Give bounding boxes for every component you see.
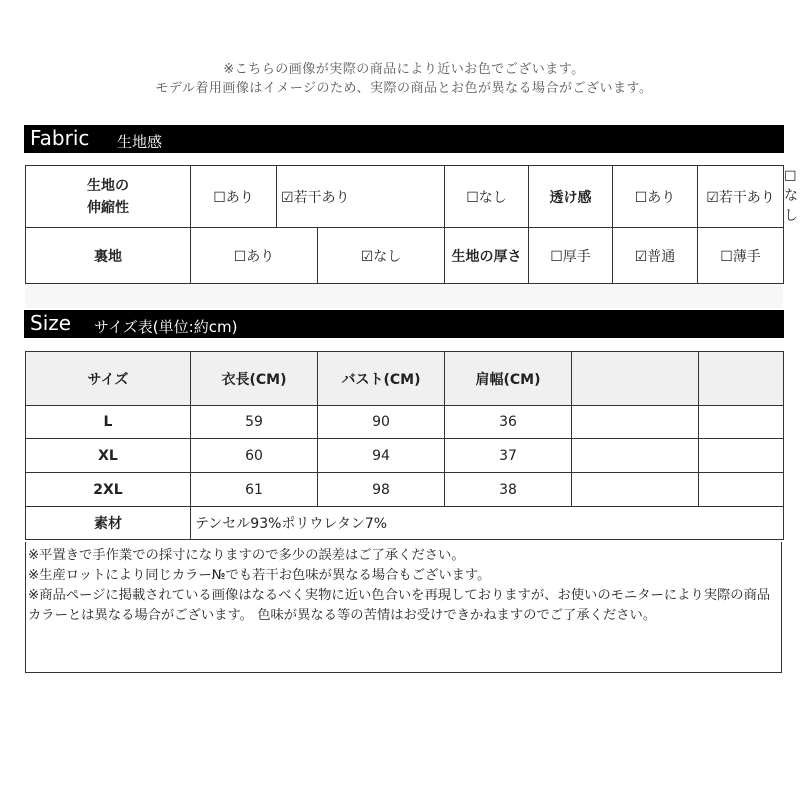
bust-cell: 90 <box>318 406 445 439</box>
note-item: ※生産ロットにより同じカラー№でも若干お色味が異なる場合もございます。 <box>28 568 491 583</box>
fabric-header-bar <box>24 125 784 153</box>
empty-cell <box>699 473 784 507</box>
table-row <box>26 439 784 473</box>
table-row <box>26 406 784 439</box>
empty-cell <box>572 473 699 507</box>
shoulder-cell: 36 <box>445 406 572 439</box>
stretch-option-yes: ☐あり <box>191 166 277 228</box>
sheer-label: 透け感 <box>529 166 613 228</box>
section-spacer <box>25 284 783 308</box>
thickness-option-normal: ☑普通 <box>613 228 698 284</box>
notice-line-1: ※こちらの画像が実際の商品により近いお色でございます。 <box>223 62 585 77</box>
size-header-size: サイズ <box>26 352 191 406</box>
shoulder-cell: 37 <box>445 439 572 473</box>
thickness-option-thin: ☐薄手 <box>698 228 784 284</box>
size-header-bust: バスト(CM) <box>318 352 445 406</box>
size-header-empty-2 <box>699 352 784 406</box>
fabric-title-jp: 生地感 <box>117 133 163 151</box>
stretch-option-slight-text: ☑若干あり <box>281 189 350 206</box>
size-title-en: Size <box>30 311 72 335</box>
size-header-empty-1 <box>572 352 699 406</box>
length-cell: 61 <box>191 473 318 507</box>
size-cell: L <box>26 406 191 439</box>
lining-label: 裏地 <box>26 228 191 284</box>
thickness-option-thick: ☐厚手 <box>529 228 613 284</box>
shoulder-cell: 38 <box>445 473 572 507</box>
length-cell: 59 <box>191 406 318 439</box>
bust-cell: 98 <box>318 473 445 507</box>
size-cell: 2XL <box>26 473 191 507</box>
length-cell: 60 <box>191 439 318 473</box>
fabric-table: 生地の 伸縮性 ☐あり ☑若干あり ☐なし 透け感 ☐あり ☑若干あり ☐なし <box>25 165 784 228</box>
empty-cell <box>572 439 699 473</box>
size-cell: XL <box>26 439 191 473</box>
size-table <box>25 351 784 540</box>
thickness-label: 生地の厚さ <box>445 228 529 284</box>
size-header-shoulder: 肩幅(CM) <box>445 352 572 406</box>
empty-cell <box>699 406 784 439</box>
sheer-option-slight: ☑若干あり <box>698 166 784 228</box>
note-item: ※平置きで手作業での採寸になりますので多少の誤差はご了承ください。 <box>28 548 465 563</box>
size-header-bar <box>24 310 784 338</box>
bust-cell: 94 <box>318 439 445 473</box>
sheer-option-yes: ☐あり <box>613 166 698 228</box>
material-value: テンセル93%ポリウレタン7% <box>191 507 784 540</box>
lining-option-yes: ☐あり <box>191 228 318 284</box>
note-item: ※商品ページに掲載されている画像はなるべく実物に近い色合いを再現しておりますが、お使いのモニターにより実際の商品カラーとは異なる場合がございます。 色味が異なる等の苦情はお受けできかねますのでご了承ください。 <box>28 588 771 623</box>
material-label: 素材 <box>26 507 191 540</box>
stretch-option-slight <box>277 166 445 228</box>
fabric-table-row2 <box>25 227 784 284</box>
material-row <box>26 507 784 540</box>
fabric-title-en: Fabric <box>30 126 90 150</box>
size-title-jp: サイズ表(単位:約cm) <box>94 318 238 336</box>
stretch-option-no: ☐なし <box>445 166 529 228</box>
notes-box <box>25 542 782 673</box>
lining-option-no: ☑なし <box>318 228 445 284</box>
stretch-label: 生地の 伸縮性 <box>26 166 191 228</box>
empty-cell <box>572 406 699 439</box>
empty-cell <box>699 439 784 473</box>
notice-line-2: モデル着用画像はイメージのため、実際の商品とお色が異なる場合がございます。 <box>155 81 653 96</box>
size-header-length: 衣長(CM) <box>191 352 318 406</box>
table-row <box>26 473 784 507</box>
